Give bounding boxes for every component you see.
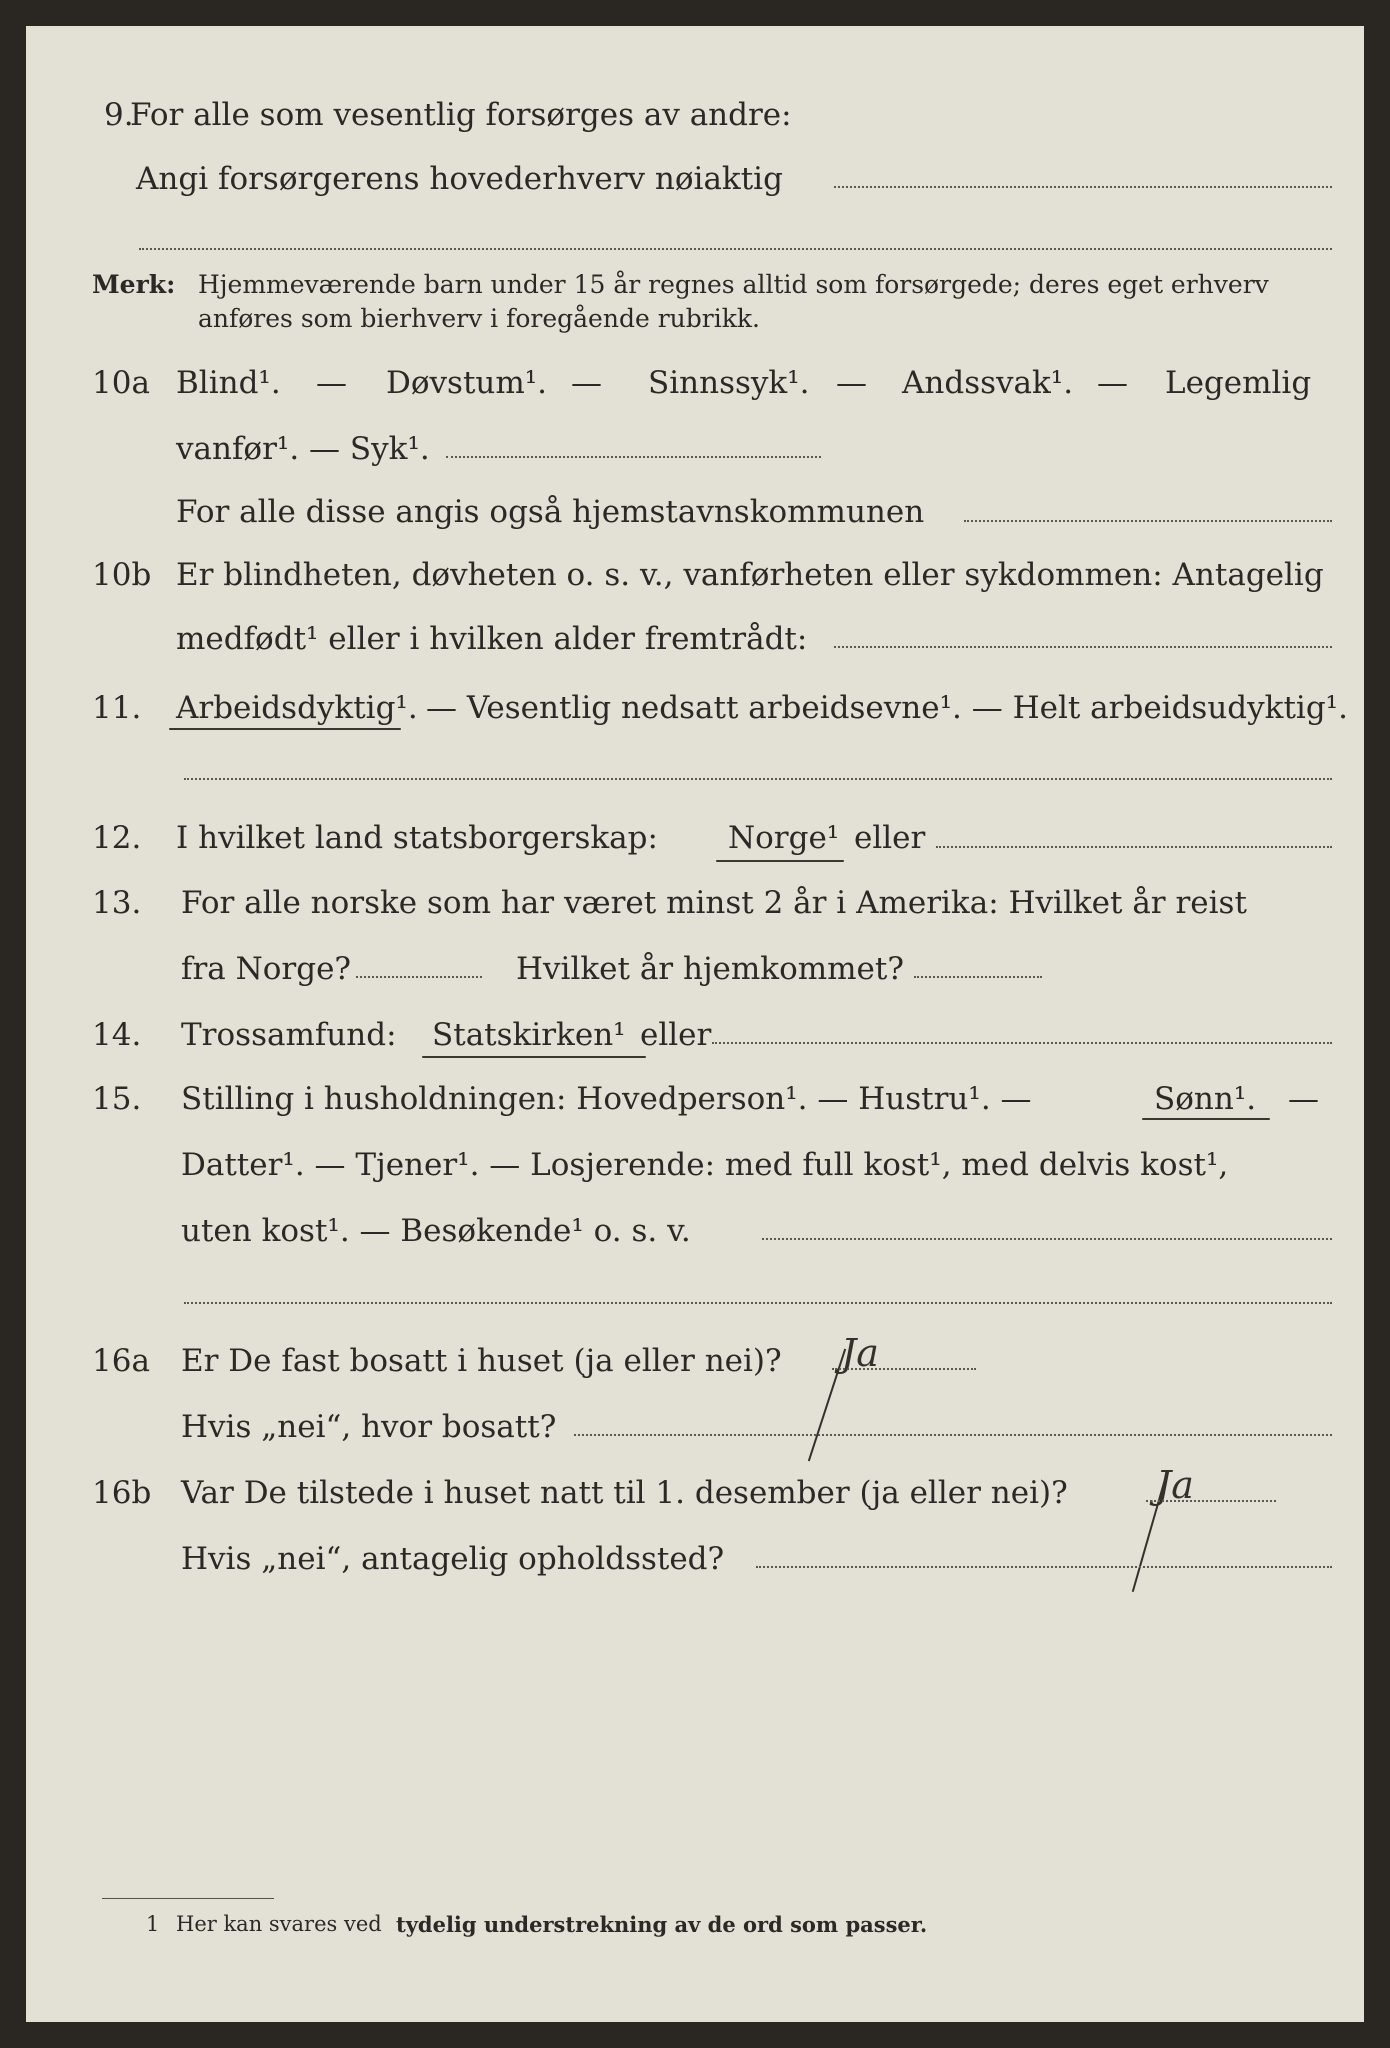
q9-number: 9. <box>104 97 134 133</box>
q10a-sinnssyk: Sinnssyk¹. <box>648 365 810 401</box>
q10a-number: 10a <box>92 365 150 401</box>
q12-number: 12. <box>92 820 142 856</box>
q13-number: 13. <box>92 885 142 921</box>
q16a-handwritten-answer: Ja <box>841 1331 879 1375</box>
q16a-fill-line <box>832 1368 976 1370</box>
q10a-blind: Blind¹. <box>176 365 281 401</box>
footnote-rule <box>102 1898 274 1899</box>
q15-sonn: Sønn¹. <box>1154 1081 1257 1117</box>
merk-line2: anføres som bierhverv i foregående rubrikk. <box>198 304 760 333</box>
q10a-dash3: — <box>836 365 867 401</box>
q10a-hjemstavn-fill-line <box>964 520 1332 522</box>
merk-line1: Hjemmeværende barn under 15 år regnes alltid som forsørgede; deres eget erhverv <box>198 270 1269 299</box>
q14-fill-line <box>712 1042 1332 1044</box>
q15-line1a: Stilling i husholdningen: Hovedperson¹. — Hustru¹. — <box>181 1081 1032 1117</box>
q10b-number: 10b <box>92 557 152 593</box>
merk-label: Merk: <box>92 270 176 299</box>
q16b-number: 16b <box>92 1475 152 1511</box>
q11-opt1: Arbeidsdyktig¹. <box>176 690 418 726</box>
q16a-bosatt-fill-line <box>574 1434 1332 1436</box>
q15-answer-underline <box>1142 1118 1270 1120</box>
census-form-page <box>26 26 1364 2022</box>
q10b-fill-line <box>834 646 1332 648</box>
q10a-dash1: — <box>316 365 347 401</box>
q16a-handwritten-stroke <box>808 1349 846 1462</box>
q16b-line1: Var De tilstede i huset natt til 1. desember (ja eller nei)? <box>181 1475 1068 1511</box>
q12-answer-underline <box>716 860 844 862</box>
q9-line1: For alle som vesentlig forsørges av andre: <box>130 97 792 133</box>
q10a-line3: For alle disse angis også hjemstavnskommunen <box>176 494 925 530</box>
footnote-text-bold <box>396 1914 927 1936</box>
q12-eller: eller <box>854 820 926 856</box>
footnote-text-plain: Her kan svares ved <box>176 1912 382 1936</box>
q16b-fill-line <box>1146 1500 1276 1502</box>
q10b-line1: Er blindheten, døvheten o. s. v., vanførheten eller sykdommen: Antagelig <box>176 557 1324 593</box>
q9-fill-line <box>834 186 1332 188</box>
q15-line3: uten kost¹. — Besøkende¹ o. s. v. <box>181 1213 691 1249</box>
q9-extra-fill-line <box>139 248 1332 250</box>
q16b-line2: Hvis „nei“, antagelig opholdssted? <box>181 1541 725 1577</box>
q10a-dovstum: Døvstum¹. <box>386 365 548 401</box>
q16b-handwritten-answer: Ja <box>1156 1463 1194 1507</box>
q15-line1b: — <box>1288 1081 1319 1117</box>
q16b-handwritten-stroke <box>1132 1478 1166 1592</box>
q14-text: Trossamfund: <box>181 1017 397 1053</box>
q16b-opholdssted-fill-line <box>756 1566 1332 1568</box>
q10a-syk-fill-line <box>446 456 821 458</box>
q13-line2b: Hvilket år hjemkommet? <box>516 951 904 987</box>
q13-hjemkommet-fill-line <box>914 976 1042 978</box>
q12-norge: Norge¹ <box>728 820 840 856</box>
q13-line1: For alle norske som har været minst 2 år i Amerika: Hvilket år reist <box>181 885 1247 921</box>
q14-answer-underline <box>422 1056 646 1058</box>
q11-answer-underline <box>169 728 401 730</box>
footnote-mark: 1 <box>146 1912 160 1936</box>
q11-rest: — Vesentlig nedsatt arbeidsevne¹. — Helt arbeidsudyktig¹. <box>426 690 1348 726</box>
q16a-line1: Er De fast bosatt i huset (ja eller nei)? <box>181 1343 782 1379</box>
q10a-legemlig: Legemlig <box>1165 365 1312 401</box>
q13-reist-fill-line <box>356 976 482 978</box>
q10a-dash2: — <box>571 365 602 401</box>
q12-fill-line <box>936 846 1332 848</box>
q10a-andssvak: Andssvak¹. <box>902 365 1074 401</box>
q16a-line2: Hvis „nei“, hvor bosatt? <box>181 1409 557 1445</box>
q10a-line2: vanfør¹. — Syk¹. <box>176 431 430 467</box>
q10b-line2: medfødt¹ eller i hvilken alder fremtrådt: <box>176 621 808 657</box>
q15-extra-fill-line <box>184 1302 1332 1304</box>
q14-statskirken: Statskirken¹ <box>432 1017 626 1053</box>
q12-text: I hvilket land statsborgerskap: <box>176 820 658 856</box>
q9-line2: Angi forsørgerens hovederhverv nøiaktig <box>136 161 783 197</box>
q15-number: 15. <box>92 1081 142 1117</box>
q11-fill-line <box>184 778 1332 780</box>
q11-number: 11. <box>92 690 142 726</box>
q10a-dash4: — <box>1097 365 1128 401</box>
q16a-number: 16a <box>92 1343 150 1379</box>
q14-eller: eller <box>640 1017 712 1053</box>
q13-line2a: fra Norge? <box>181 951 352 987</box>
q15-fill-line <box>762 1238 1332 1240</box>
footnote-text-bold-run: tydelig understrekning av de ord som passer. <box>396 1912 928 1937</box>
q15-line2: Datter¹. — Tjener¹. — Losjerende: med full kost¹, med delvis kost¹, <box>181 1147 1229 1183</box>
q14-number: 14. <box>92 1017 142 1053</box>
